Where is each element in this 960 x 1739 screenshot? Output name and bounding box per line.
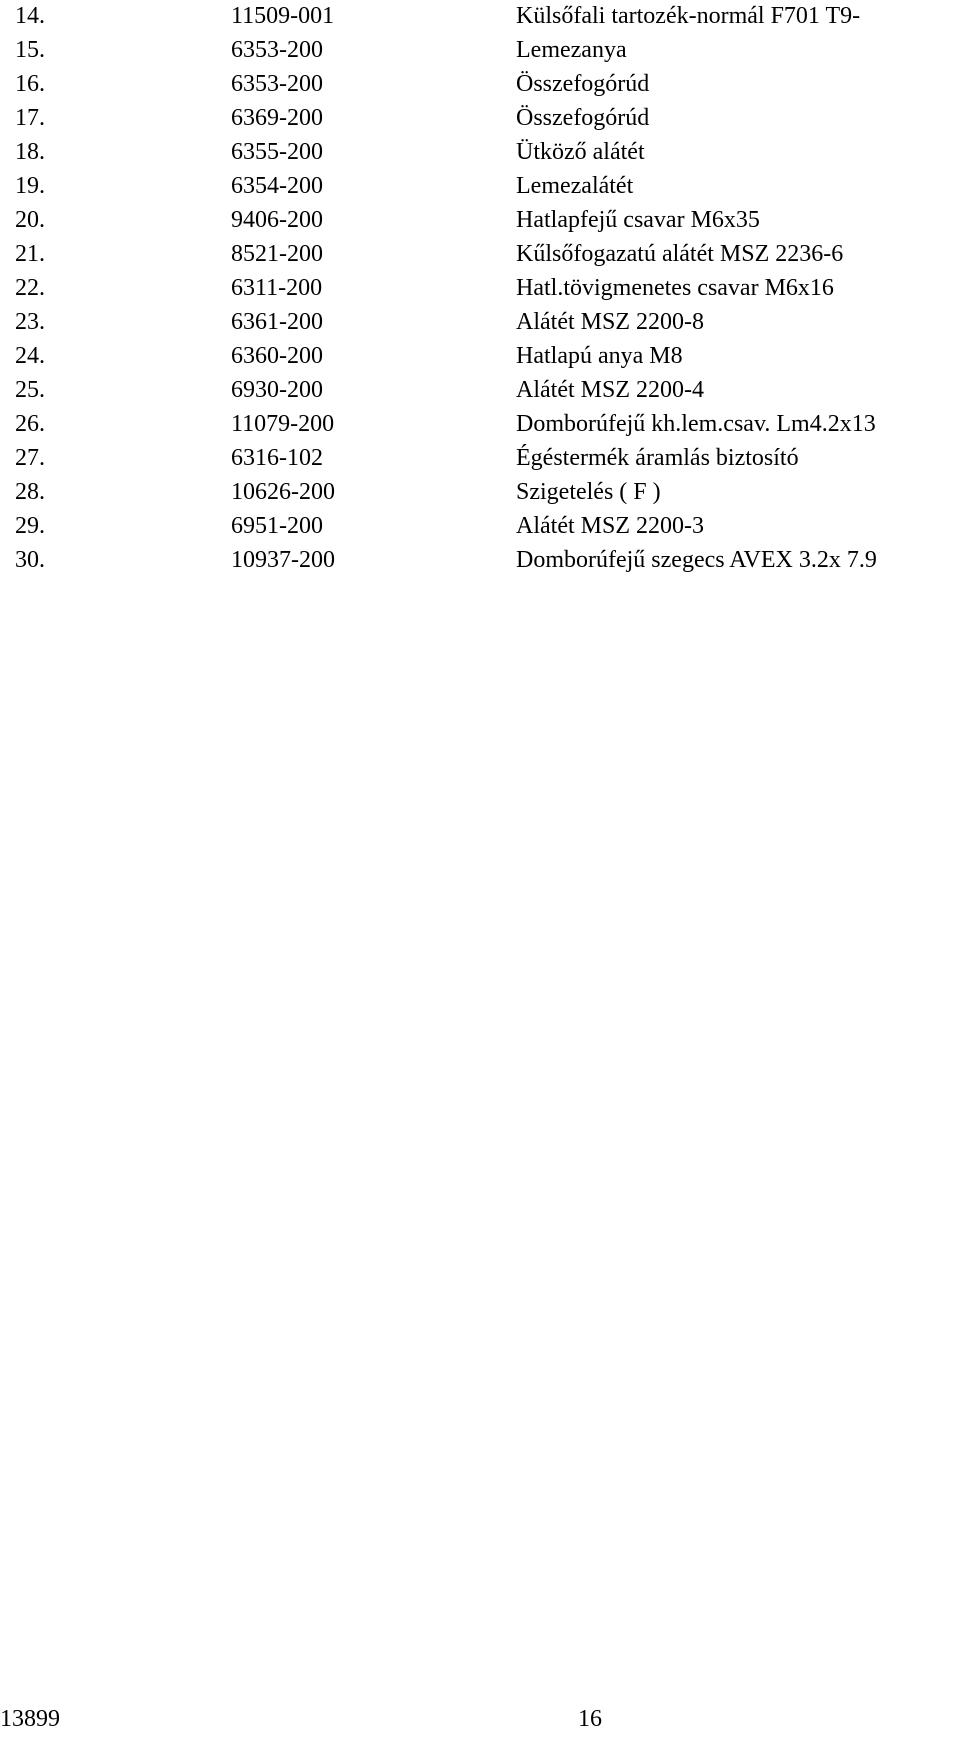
part-name: Hatlapú anya M8 <box>516 343 683 369</box>
table-row <box>0 2 960 36</box>
table-row <box>0 206 960 240</box>
document-number: 13899 <box>0 1706 60 1732</box>
part-name: Lemezalátét <box>516 173 634 199</box>
part-code: 10626-200 <box>231 479 335 505</box>
part-code: 6930-200 <box>231 377 323 403</box>
part-name: Alátét MSZ 2200-4 <box>516 377 704 403</box>
parts-list <box>0 2 960 580</box>
part-name: Kűlsőfogazatú alátét MSZ 2236-6 <box>516 241 844 267</box>
part-code: 6353-200 <box>231 37 323 63</box>
item-number: 22. <box>15 275 45 301</box>
table-row <box>0 104 960 138</box>
item-number: 23. <box>15 309 45 335</box>
item-number: 16. <box>15 71 45 97</box>
part-name: Domborúfejű szegecs AVEX 3.2x 7.9 <box>516 547 877 573</box>
table-row <box>0 308 960 342</box>
part-code: 8521-200 <box>231 241 323 267</box>
table-row <box>0 342 960 376</box>
part-name: Lemezanya <box>516 37 627 63</box>
part-name: Hatl.tövigmenetes csavar M6x16 <box>516 275 834 301</box>
part-code: 9406-200 <box>231 207 323 233</box>
table-row <box>0 546 960 580</box>
item-number: 17. <box>15 105 45 131</box>
page-number: 16 <box>578 1706 602 1732</box>
part-name: Égéstermék áramlás biztosító <box>516 445 799 471</box>
item-number: 30. <box>15 547 45 573</box>
table-row <box>0 240 960 274</box>
part-name: Szigetelés ( F ) <box>516 479 661 505</box>
table-row <box>0 376 960 410</box>
table-row <box>0 274 960 308</box>
table-row <box>0 138 960 172</box>
item-number: 20. <box>15 207 45 233</box>
item-number: 29. <box>15 513 45 539</box>
item-number: 27. <box>15 445 45 471</box>
part-code: 6361-200 <box>231 309 323 335</box>
part-code: 10937-200 <box>231 547 335 573</box>
item-number: 26. <box>15 411 45 437</box>
part-code: 6316-102 <box>231 445 323 471</box>
part-code: 11079-200 <box>231 411 335 437</box>
part-name: Összefogórúd <box>516 71 650 97</box>
item-number: 21. <box>15 241 45 267</box>
part-name: Külsőfali tartozék-normál F701 T9- <box>516 3 861 29</box>
part-code: 6353-200 <box>231 71 323 97</box>
part-code: 6354-200 <box>231 173 323 199</box>
part-code: 11509-001 <box>231 3 335 29</box>
table-row <box>0 410 960 444</box>
table-row <box>0 172 960 206</box>
part-name: Domborúfejű kh.lem.csav. Lm4.2x13 <box>516 411 876 437</box>
part-code: 6360-200 <box>231 343 323 369</box>
part-name: Ütköző alátét <box>516 139 645 165</box>
part-code: 6311-200 <box>231 275 323 301</box>
page-footer <box>0 1705 960 1735</box>
item-number: 18. <box>15 139 45 165</box>
part-code: 6355-200 <box>231 139 323 165</box>
part-name: Alátét MSZ 2200-3 <box>516 513 704 539</box>
table-row <box>0 444 960 478</box>
table-row <box>0 36 960 70</box>
item-number: 25. <box>15 377 45 403</box>
part-code: 6369-200 <box>231 105 323 131</box>
item-number: 28. <box>15 479 45 505</box>
part-code: 6951-200 <box>231 513 323 539</box>
item-number: 14. <box>15 3 45 29</box>
item-number: 19. <box>15 173 45 199</box>
item-number: 15. <box>15 37 45 63</box>
table-row <box>0 70 960 104</box>
table-row <box>0 512 960 546</box>
item-number: 24. <box>15 343 45 369</box>
table-row <box>0 478 960 512</box>
part-name: Hatlapfejű csavar M6x35 <box>516 207 760 233</box>
part-name: Összefogórúd <box>516 105 650 131</box>
part-name: Alátét MSZ 2200-8 <box>516 309 704 335</box>
